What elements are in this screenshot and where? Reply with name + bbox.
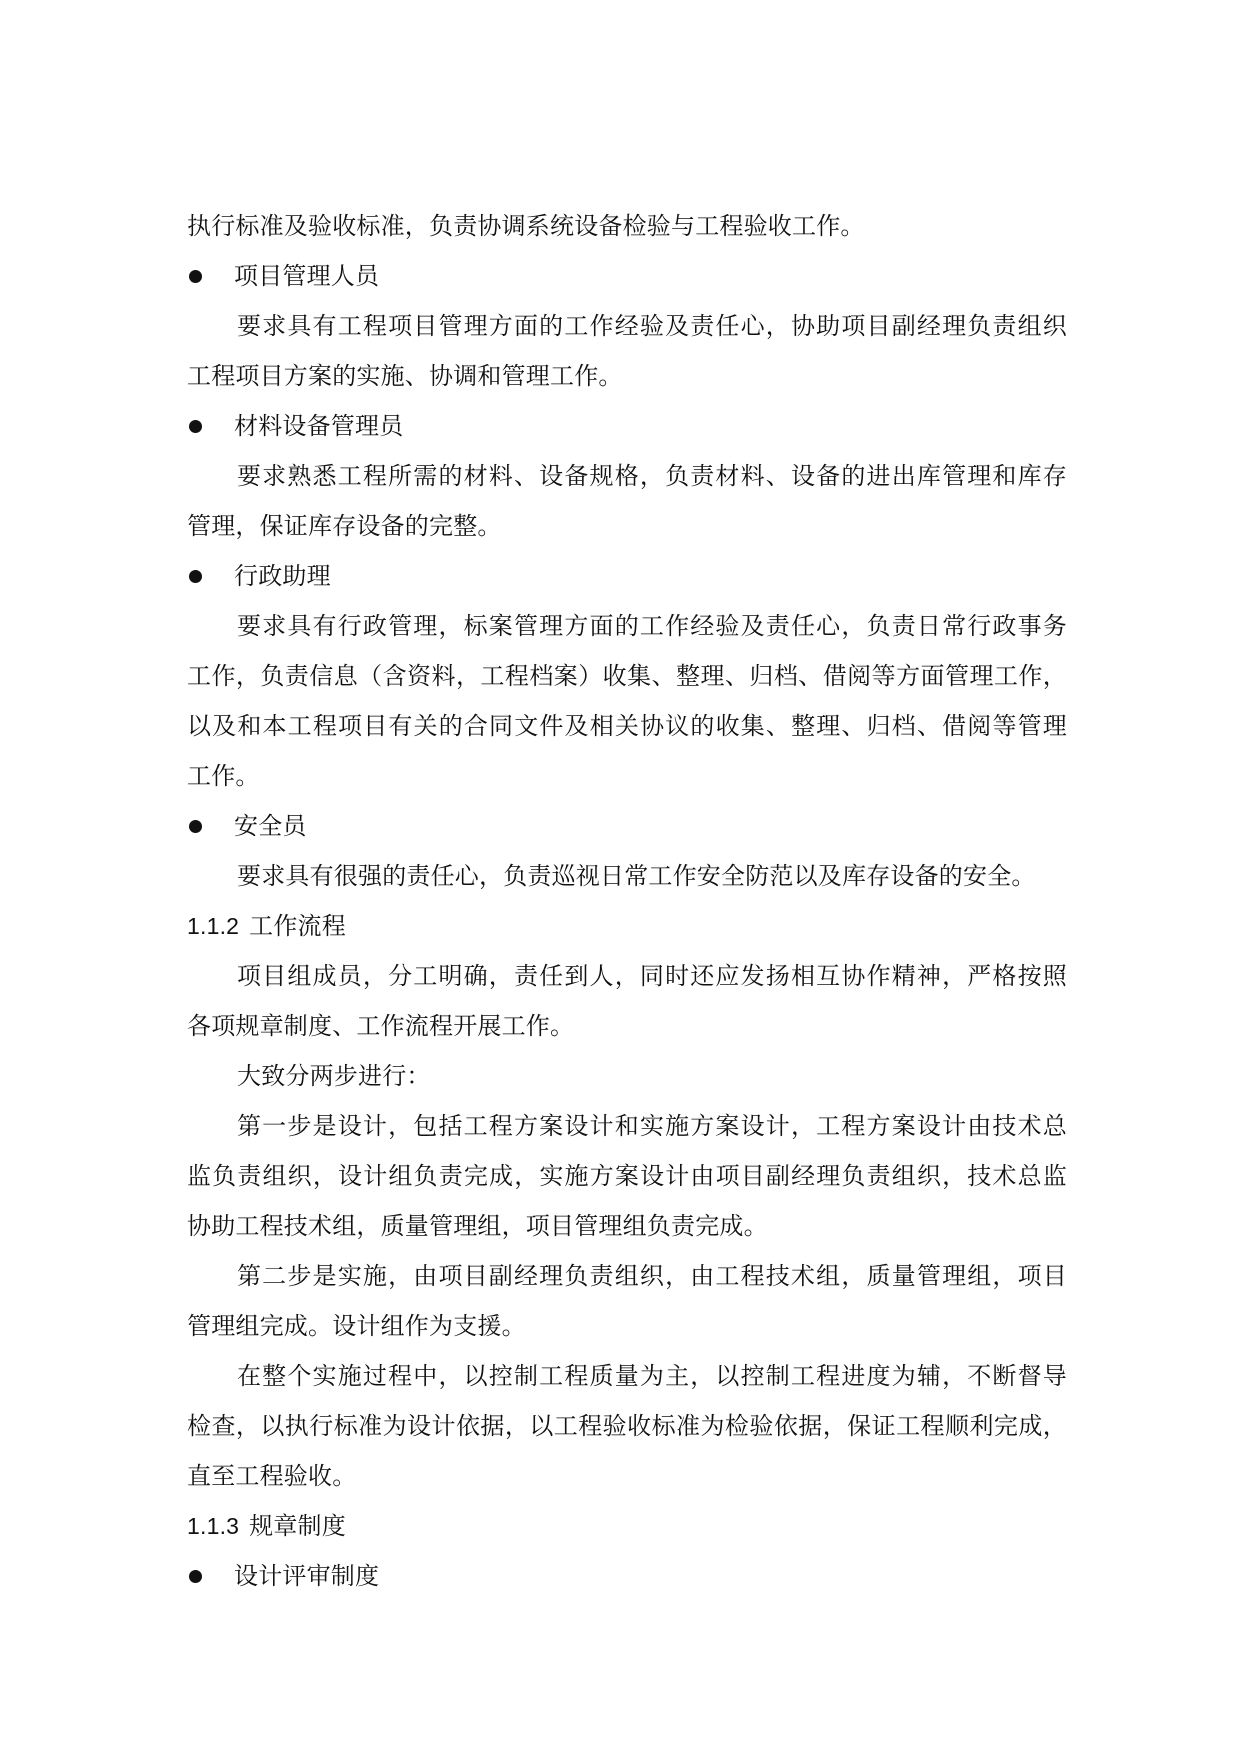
bullet-item-text: 安全员 [234, 812, 307, 840]
bullet-icon [189, 570, 202, 583]
bullet-item-text: 项目管理人员 [234, 262, 380, 290]
paragraph-line: 要求具有行政管理，标案管理方面的工作经验及责任心，负责日常行政事务 [237, 612, 1067, 640]
paragraph-line: 直至工程验收。 [187, 1462, 357, 1490]
bullet-item-text: 材料设备管理员 [234, 412, 404, 440]
paragraph-line: 要求具有很强的责任心，负责巡视日常工作安全防范以及库存设备的安全。 [237, 862, 1036, 890]
paragraph-line: 以及和本工程项目有关的合同文件及相关协议的收集、整理、归档、借阅等管理 [187, 712, 1067, 740]
paragraph-line: 项目组成员，分工明确，责任到人，同时还应发扬相互协作精神，严格按照 [237, 962, 1067, 990]
paragraph-line: 工作，负责信息（含资料，工程档案）收集、整理、归档、借阅等方面管理工作， [187, 662, 1067, 690]
bullet-item [187, 251, 1067, 301]
paragraph-line: 协助工程技术组，质量管理组，项目管理组负责完成。 [187, 1212, 768, 1240]
section-title: 规章制度 [249, 1512, 346, 1540]
paragraph-line: 检查，以执行标准为设计依据，以工程验收标准为检验依据，保证工程顺利完成， [187, 1412, 1067, 1440]
paragraph-line: 要求具有工程项目管理方面的工作经验及责任心，协助项目副经理负责组织 [237, 312, 1067, 340]
paragraph-line: 工程项目方案的实施、协调和管理工作。 [187, 362, 623, 390]
bullet-item [187, 1551, 1067, 1601]
bullet-icon [189, 270, 202, 283]
paragraph-line: 各项规章制度、工作流程开展工作。 [187, 1012, 575, 1040]
paragraph-line: 在整个实施过程中，以控制工程质量为主，以控制工程进度为辅，不断督导 [237, 1362, 1067, 1390]
section-number: 1.1.2 [187, 913, 240, 939]
paragraph-line: 大致分两步进行： [237, 1062, 431, 1090]
paragraph-line: 管理，保证库存设备的完整。 [187, 512, 502, 540]
bullet-item [187, 401, 1067, 451]
paragraph-line: 监负责组织，设计组负责完成，实施方案设计由项目副经理负责组织，技术总监 [187, 1162, 1067, 1190]
bullet-item [187, 801, 1067, 851]
paragraph-line: 第一步是设计，包括工程方案设计和实施方案设计，工程方案设计由技术总 [237, 1112, 1067, 1140]
bullet-icon [189, 420, 202, 433]
paragraph-line: 管理组完成。设计组作为支援。 [187, 1312, 526, 1340]
paragraph-line: 要求熟悉工程所需的材料、设备规格，负责材料、设备的进出库管理和库存 [237, 462, 1067, 490]
bullet-icon [189, 820, 202, 833]
bullet-item-text: 设计评审制度 [234, 1562, 380, 1590]
document-body [187, 201, 1067, 1601]
paragraph-line: 工作。 [187, 762, 260, 790]
bullet-item [187, 551, 1067, 601]
section-heading [187, 1501, 1067, 1551]
section-title: 工作流程 [249, 912, 346, 940]
paragraph-line: 第二步是实施，由项目副经理负责组织，由工程技术组，质量管理组，项目 [237, 1262, 1067, 1290]
bullet-item-text: 行政助理 [234, 562, 331, 590]
section-heading [187, 901, 1067, 951]
paragraph-line: 执行标准及验收标准，负责协调系统设备检验与工程验收工作。 [187, 212, 865, 240]
bullet-icon [189, 1570, 202, 1583]
section-number: 1.1.3 [187, 1513, 240, 1539]
